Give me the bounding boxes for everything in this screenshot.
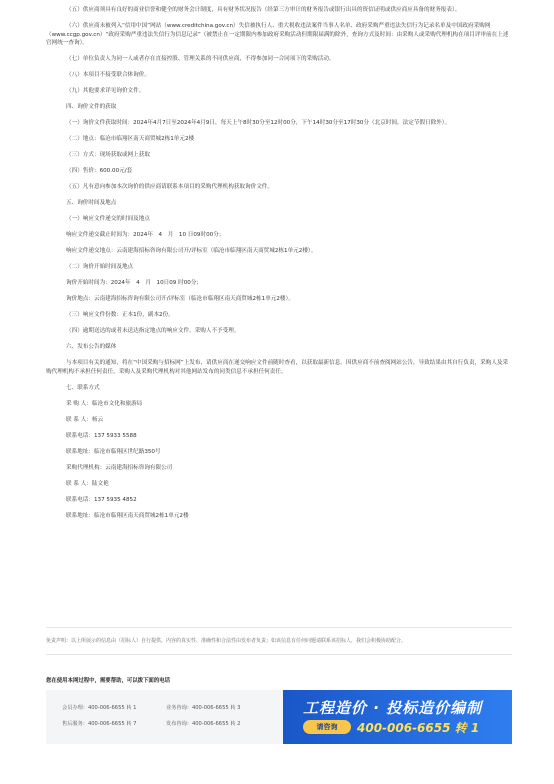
paragraph: （八）本项目不接受联合体询价。 bbox=[66, 72, 150, 78]
contact-line: 联系电话：137 5935 4852 bbox=[66, 496, 137, 503]
announcement-body bbox=[46, 6, 512, 528]
divider bbox=[46, 627, 512, 628]
paragraph: （六）供应商未被列入“信用中国”网站（www.creditchina.gov.cn）失信被执行人、重大税收违法案件当事人名单、政府采购严重违法失信行为记录名单及中国政府采购网（www.ccgp.gov.cn）“政府采购严重违法失信行为信息记录”（被禁止在一定期限内参加政府采购活动但期限届满的除外，查询方式及时间：由采购人或采购代理机构在项目评审前在上述官网统一查询）。 bbox=[46, 23, 509, 46]
paragraph: （二）询价开始时间及地点 bbox=[66, 264, 134, 270]
contact-line: 联 系 人：陆文艳 bbox=[66, 480, 109, 487]
banner-tag: 请咨询 bbox=[303, 720, 351, 734]
business-consult-line: 业务咨询：400-006-6655 转 3 bbox=[166, 705, 241, 711]
paragraph: （五）供应商须具有良好的商业信誉和健全的财务会计制度，具有财务状况报告（经第三方审计的财务报告或银行出具的资信证明或供应商应具备的财务报表）。 bbox=[66, 7, 461, 13]
divider bbox=[46, 654, 512, 655]
banner-title: 工程造价 · 投标造价编制 bbox=[303, 699, 483, 717]
paragraph: （四）售价：600.00元/套 bbox=[66, 168, 133, 174]
paragraph: 询价地点：云南建海招标咨询有限公司开/评标室（临沧市临翔区南天商贸城2栋1单元2楼）。 bbox=[66, 296, 294, 302]
paragraph: （一）响应文件递交的时间及地点 bbox=[66, 216, 150, 222]
bidding-consult-line: 发布咨询：400-006-6655 转 2 bbox=[166, 721, 241, 727]
paragraph: （一）询价文件获取时间：2024年4月7日至2024年4月9日，每天上午8时30分至12时00分，下午14时30分至17时30分（北京时间，法定节假日除外）。 bbox=[66, 120, 451, 126]
section-heading: 四、询价文件的获取 bbox=[66, 104, 117, 110]
contact-line: 采 购 人：临沧市文化和旅游局 bbox=[66, 400, 143, 407]
paragraph: 响应文件递交截止时间为：2024年 4 月 10 日09时00分； bbox=[66, 232, 225, 238]
contact-line: 联系电话：137 5933 5588 bbox=[66, 432, 137, 439]
paragraph: （五）凡有意向参加本次询价的供应商请联系本项目的采购代理机构获取询价文件。 bbox=[66, 184, 273, 190]
paragraph: （七）单位负责人为同一人或者存在直接控股、管理关系的不同供应商，不得参加同一合同项下的采购活动。 bbox=[66, 56, 335, 62]
help-title: 您在使用本网过程中，需要帮助，可以拨下面的电话 bbox=[46, 678, 170, 684]
section-heading: 五、询价时间及地点 bbox=[66, 200, 117, 206]
paragraph: （九）其他要求详见询价文件。 bbox=[66, 88, 145, 94]
section-heading: 六、发布公告的媒体 bbox=[66, 344, 117, 350]
disclaimer-text: 免责声明：以上所展示的信息由（招标人）自行提供，内容的真实性、准确性和合法性由发布者负责；如该信息有任何问题请联系该招标人，我们会积极协助配合。 bbox=[46, 638, 407, 644]
contact-line: 采购代理机构：云南建海招标咨询有限公司 bbox=[66, 464, 173, 471]
paragraph: 响应文件递交地点：云南建海招标咨询有限公司开/评标室（临沧市临翔区南天商贸城2栋1单元2楼）。 bbox=[66, 248, 317, 254]
after-sales-line: 售后服务：400-006-6655 转 7 bbox=[62, 721, 137, 727]
paragraph: 询价开始时间为：2024年 4 月 10日09 时00分； bbox=[66, 280, 203, 286]
contact-line: 联系地址：临沧市临翔区世纪路350号 bbox=[66, 448, 161, 455]
paragraph: 与本项目有关的通知，将在“中国采购与招标网”上发布，请供应商在递交响应文件前随时查看，以获取最新信息。因供应商不前查阅网站公告，导致结果由其自行负责，采购人及采购代理机构不承担任何责任。采购人及采购代理机构对其他网站发布的同类信息不承担任何责任。 bbox=[46, 360, 509, 375]
member-service-line: 会员办理：400-006-6655 转 1 bbox=[62, 705, 137, 711]
section-heading: 七、联系方式 bbox=[66, 384, 100, 391]
paragraph: （三）方式：现场获取或网上获取 bbox=[66, 152, 150, 158]
contact-line: 联系地址：临沧市临翔区南天商贸城2栋1单元2楼 bbox=[66, 512, 189, 519]
paragraph: （二）地点：临沧市临翔区南天商贸城2栋1单元2楼 bbox=[66, 136, 195, 142]
banner-phone: 400-006-6655 转 1 bbox=[357, 721, 480, 735]
contact-line: 联 系 人：杨云 bbox=[66, 416, 104, 423]
paragraph: （三）响应文件份数：正本1份，副本2份。 bbox=[66, 312, 174, 318]
ad-banner[interactable] bbox=[283, 690, 512, 744]
paragraph: （四）逾期送达的或者未送达指定地点的响应文件，采购人不予受理。 bbox=[66, 328, 240, 334]
